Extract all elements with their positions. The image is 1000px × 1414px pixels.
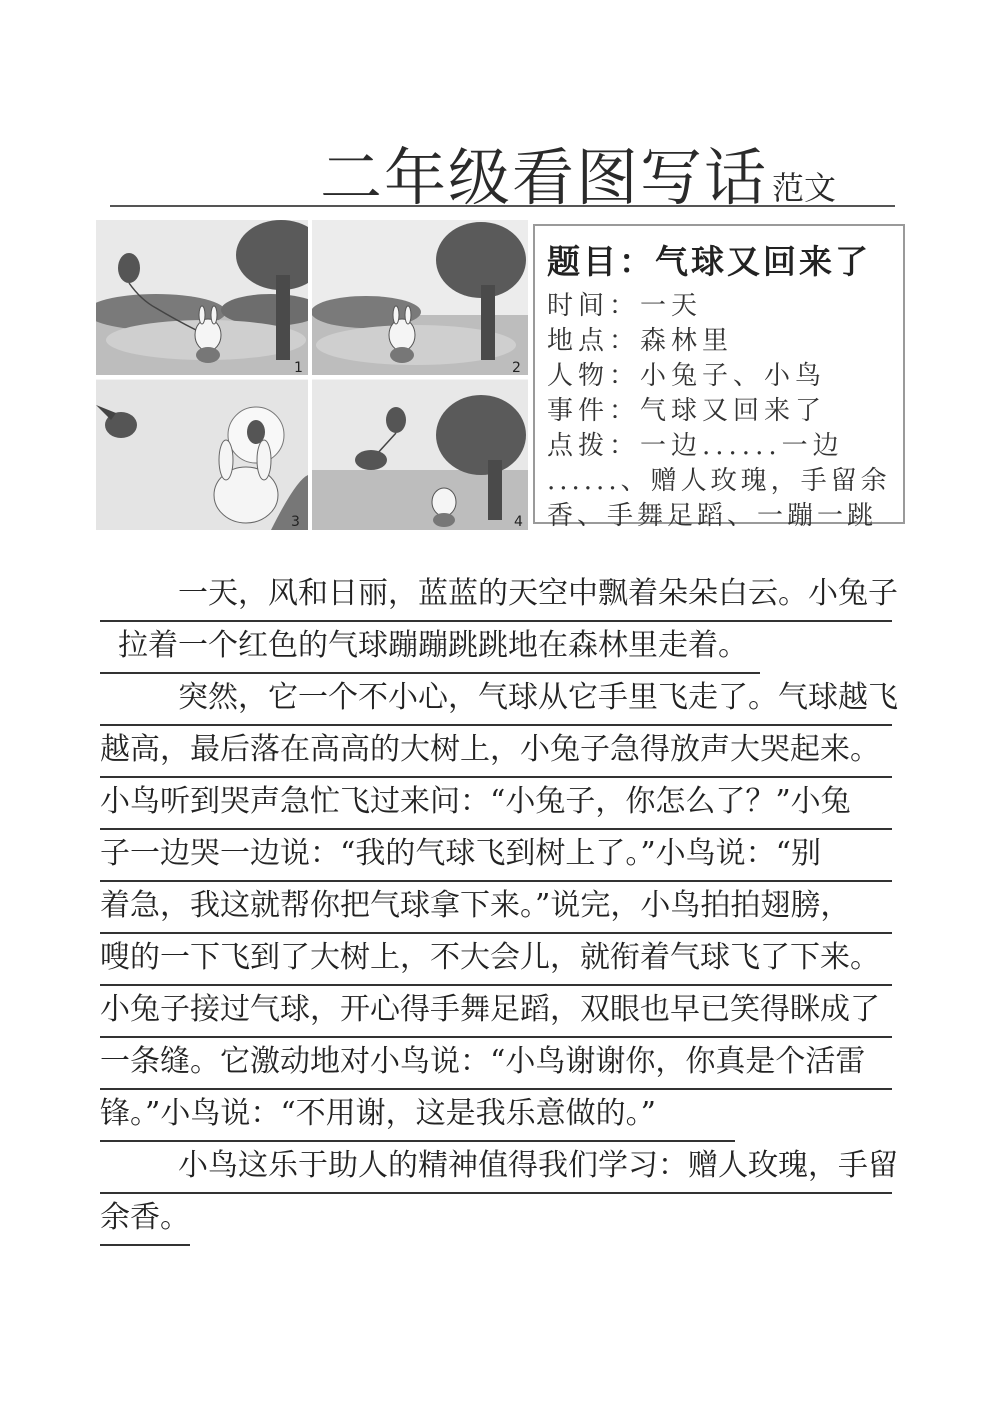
essay-line: 锋。”小鸟说：“不用谢，这是我乐意做的。” [100,1090,735,1142]
info-label: 人物： [547,361,641,391]
essay-line: 拉着一个红色的气球蹦蹦跳跳地在森林里走着。 [100,622,760,674]
info-row-characters [547,359,893,394]
comic-panel-3 [96,380,308,530]
essay-body [100,570,898,1246]
info-label: 点拨： [547,431,641,461]
panel-number: 4 [514,514,523,530]
panel-number: 2 [512,360,521,376]
info-value: 一边......一边 [640,431,844,461]
comic-panel-2 [311,220,528,376]
rabbit-icon [195,319,221,351]
essay-line: 小鸟听到哭声急忙飞过来问：“小兔子，你怎么了？”小兔 [100,778,892,830]
tree-canopy-icon [436,395,526,475]
essay-line: 越高，最后落在高高的大树上，小兔子急得放声大哭起来。 [100,726,892,778]
comic-panel-4 [312,380,528,530]
essay-line: 嗖的一下飞到了大树上，不大会儿，就衔着气球飞了下来。 [100,934,892,986]
essay-line: 突然，它一个不小心，气球从它手里飞走了。气球越飞 [100,674,892,726]
essay-line: 小鸟这乐于助人的精神值得我们学习：赠人玫瑰，手留 [100,1142,892,1194]
topic-heading [547,236,893,283]
comic-panel-1 [96,220,326,376]
info-row-place [547,324,893,359]
info-value: 一天 [640,291,703,321]
balloon-icon [386,407,406,433]
essay-line: 一天，风和日丽，蓝蓝的天空中飘着朵朵白云。小兔子 [100,570,892,622]
essay-line: 小兔子接过气球，开心得手舞足蹈，双眼也早已笑得眯成了 [100,986,892,1038]
comic-strip [96,220,528,530]
panel-number: 1 [294,360,303,376]
balloon-icon [118,253,140,283]
info-value: 森林里 [640,326,734,356]
info-value: 小兔子、小鸟 [640,361,827,391]
essay-line: 子一边哭一边说：“我的气球飞到树上了。”小鸟说：“别 [100,830,892,882]
page-title [320,128,837,214]
info-row-hint [547,429,893,464]
bird-icon [355,450,387,470]
info-row-event [547,394,893,429]
title-divider [110,205,895,207]
info-row-time [547,289,893,324]
hint-continuation-1: ......、赠人玫瑰，手留余 [547,466,891,496]
info-box [533,224,905,531]
rabbit-icon [432,488,456,516]
topic-value: 气球又回来了 [655,242,871,281]
rabbit-icon [389,319,415,351]
info-label: 地点： [547,326,641,356]
main-title: 二年级看图写话 [320,141,769,214]
essay-line: 余香。 [100,1194,190,1246]
essay-line: 一条缝。它激动地对小鸟说：“小鸟谢谢你，你真是个活雷 [100,1038,892,1090]
panel-number: 3 [291,514,300,530]
topic-label: 题目： [547,242,655,281]
info-label: 事件： [547,396,641,426]
comic-illustration [96,220,528,530]
info-value: 气球又回来了 [640,396,827,426]
essay-line: 着急，我这就帮你把气球拿下来。”说完，小鸟拍拍翅膀， [100,882,892,934]
hint-continuation-2: 香、手舞足蹈、一蹦一跳 [547,501,878,531]
subtitle: 范文 [772,169,837,207]
info-label: 时间： [547,291,641,321]
